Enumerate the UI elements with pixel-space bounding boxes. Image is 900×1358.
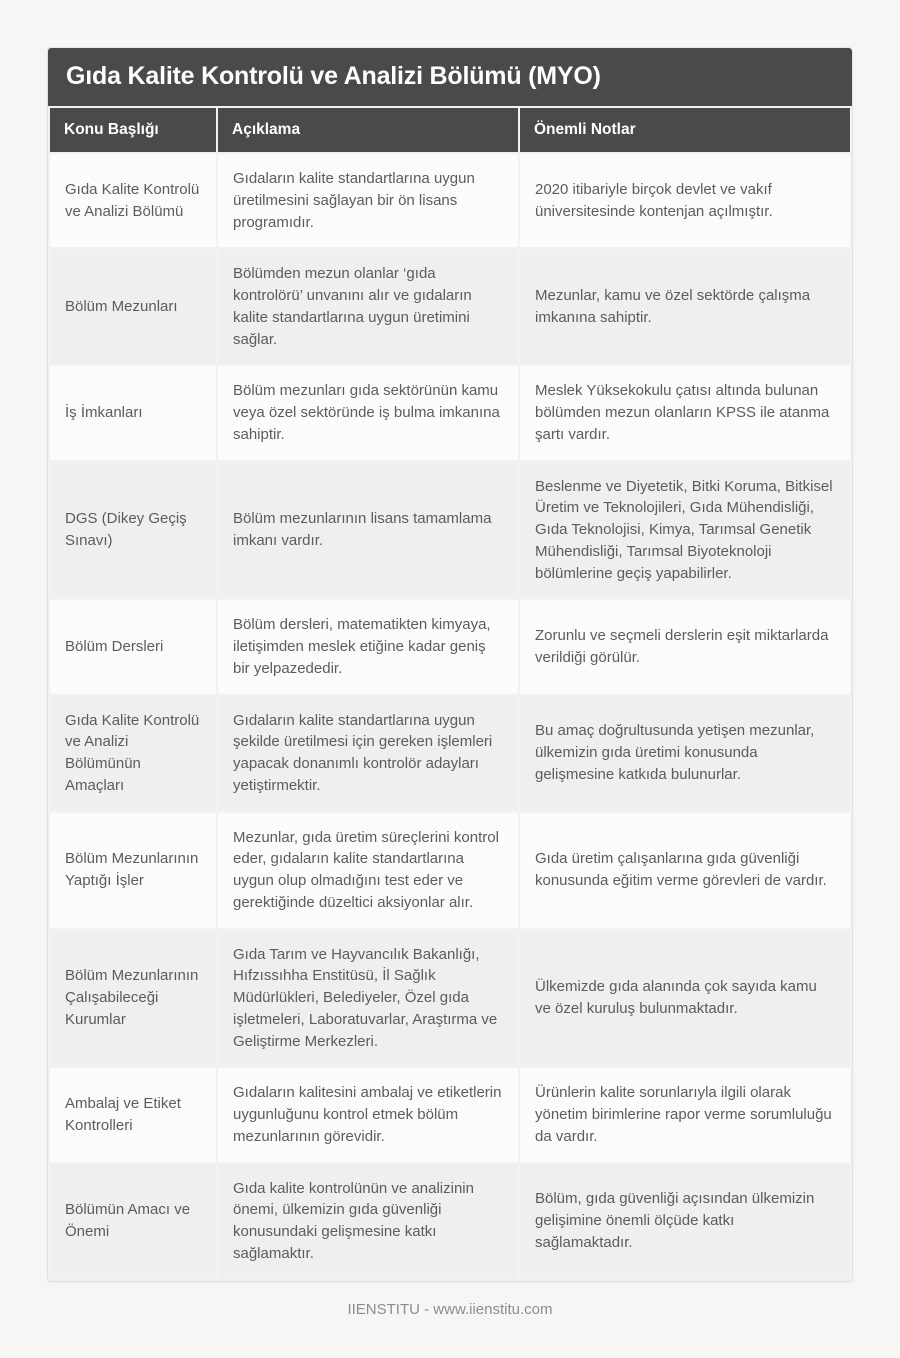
cell-description: Mezunlar, gıda üretim süreçlerini kontrol eder, gıdaların kalite standartlarına uygun olup olmadığını test eder ve gerektiğinde düzeltici aksiyonlar alır. bbox=[218, 813, 518, 928]
table-row bbox=[50, 1164, 850, 1279]
cell-description: Bölüm dersleri, matematikten kimyaya, iletişimden meslek etiğine kadar geniş bir yelpazededir. bbox=[218, 600, 518, 693]
cell-topic: Bölüm Dersleri bbox=[50, 600, 216, 693]
column-header-notes: Önemli Notlar bbox=[520, 108, 850, 152]
cell-description: Gıda kalite kontrolünün ve analizinin önemi, ülkemizin gıda güvenliği konusundaki gelişmesine katkı sağlamaktır. bbox=[218, 1164, 518, 1279]
cell-notes: Meslek Yüksekokulu çatısı altında bulunan bölümden mezun olanların KPSS ile atanma şartı vardır. bbox=[520, 366, 850, 459]
table-header-row bbox=[50, 108, 850, 152]
cell-notes: Bu amaç doğrultusunda yetişen mezunlar, ülkemizin gıda üretimi konusunda gelişmesine katkıda bulunurlar. bbox=[520, 696, 850, 811]
cell-notes: Bölüm, gıda güvenliği açısından ülkemizin gelişimine önemli ölçüde katkı sağlamaktadır. bbox=[520, 1164, 850, 1279]
table-row bbox=[50, 696, 850, 811]
table-header bbox=[50, 108, 850, 152]
cell-notes: Beslenme ve Diyetetik, Bitki Koruma, Bitkisel Üretim ve Teknolojileri, Gıda Mühendisliği, Gıda Teknolojisi, Kimya, Tarımsal Genetik Mühendisliği, Tarımsal Biyoteknoloji bölümlerine geçiş yapabilirler. bbox=[520, 462, 850, 599]
table-row bbox=[50, 930, 850, 1067]
cell-notes: Ülkemizde gıda alanında çok sayıda kamu ve özel kuruluş bulunmaktadır. bbox=[520, 930, 850, 1067]
cell-notes: Zorunlu ve seçmeli derslerin eşit miktarlarda verildiği görülür. bbox=[520, 600, 850, 693]
cell-description: Gıdaların kalite standartlarına uygun üretilmesini sağlayan bir ön lisans programıdır. bbox=[218, 154, 518, 247]
table-row bbox=[50, 813, 850, 928]
cell-notes: Ürünlerin kalite sorunlarıyla ilgili olarak yönetim birimlerine rapor verme sorumluluğu da vardır. bbox=[520, 1068, 850, 1161]
cell-topic: DGS (Dikey Geçiş Sınavı) bbox=[50, 462, 216, 599]
cell-description: Gıdaların kalitesini ambalaj ve etiketlerin uygunluğunu kontrol etmek bölüm mezunlarının görevidir. bbox=[218, 1068, 518, 1161]
cell-notes: Mezunlar, kamu ve özel sektörde çalışma imkanına sahiptir. bbox=[520, 249, 850, 364]
cell-description: Gıdaların kalite standartlarına uygun şekilde üretilmesi için gereken işlemleri yapacak donanımlı kontrolör adayları yetiştirmektir. bbox=[218, 696, 518, 811]
table-row bbox=[50, 462, 850, 599]
table-card bbox=[48, 48, 852, 1281]
cell-description: Gıda Tarım ve Hayvancılık Bakanlığı, Hıfzıssıhha Enstitüsü, İl Sağlık Müdürlükleri, Belediyeler, Özel gıda işletmeleri, Laboratuvarlar, Araştırma ve Geliştirme Merkezleri. bbox=[218, 930, 518, 1067]
cell-topic: Gıda Kalite Kontrolü ve Analizi Bölümü bbox=[50, 154, 216, 247]
table-row bbox=[50, 154, 850, 247]
cell-description: Bölümden mezun olanlar ‘gıda kontrolörü’ unvanını alır ve gıdaların kalite standartlarına uygun üretimini sağlar. bbox=[218, 249, 518, 364]
cell-description: Bölüm mezunları gıda sektörünün kamu veya özel sektöründe iş bulma imkanına sahiptir. bbox=[218, 366, 518, 459]
page-title: Gıda Kalite Kontrolü ve Analizi Bölümü (MYO) bbox=[48, 48, 852, 106]
cell-topic: Bölüm Mezunlarının Çalışabileceği Kurumlar bbox=[50, 930, 216, 1067]
table-row bbox=[50, 249, 850, 364]
info-table bbox=[48, 106, 852, 1281]
cell-description: Bölüm mezunlarının lisans tamamlama imkanı vardır. bbox=[218, 462, 518, 599]
cell-topic: Ambalaj ve Etiket Kontrolleri bbox=[50, 1068, 216, 1161]
column-header-description: Açıklama bbox=[218, 108, 518, 152]
table-row bbox=[50, 600, 850, 693]
column-header-topic: Konu Başlığı bbox=[50, 108, 216, 152]
cell-notes: Gıda üretim çalışanlarına gıda güvenliği konusunda eğitim verme görevleri de vardır. bbox=[520, 813, 850, 928]
cell-topic: Bölümün Amacı ve Önemi bbox=[50, 1164, 216, 1279]
cell-topic: Bölüm Mezunları bbox=[50, 249, 216, 364]
table-body bbox=[50, 154, 850, 1279]
cell-topic: İş İmkanları bbox=[50, 366, 216, 459]
footer-text: IIENSTITU - www.iienstitu.com bbox=[347, 1300, 553, 1318]
cell-topic: Bölüm Mezunlarının Yaptığı İşler bbox=[50, 813, 216, 928]
cell-notes: 2020 itibariyle birçok devlet ve vakıf üniversitesinde kontenjan açılmıştır. bbox=[520, 154, 850, 247]
table-row bbox=[50, 366, 850, 459]
table-row bbox=[50, 1068, 850, 1161]
cell-topic: Gıda Kalite Kontrolü ve Analizi Bölümünün Amaçları bbox=[50, 696, 216, 811]
